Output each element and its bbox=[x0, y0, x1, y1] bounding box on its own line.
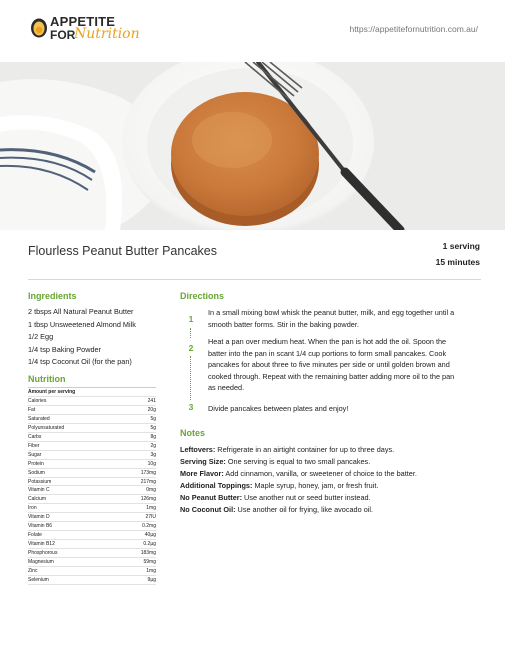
time-label: 15 minutes bbox=[435, 257, 480, 267]
nutrient-name: Polyunsaturated bbox=[28, 424, 65, 431]
nutrient-value: 126mg bbox=[140, 496, 156, 503]
nutrition-row bbox=[28, 451, 156, 460]
nutrient-value: 1mg bbox=[146, 505, 156, 512]
nutrient-name: Folate bbox=[28, 532, 42, 539]
note-label: Additional Toppings: bbox=[180, 481, 253, 491]
nutrition-row bbox=[28, 433, 156, 442]
note-label: Leftovers: bbox=[180, 445, 216, 454]
ingredient-item: 1/4 tsp Coconut Oil (for the pan) bbox=[28, 357, 132, 367]
nutrient-value: 217mg bbox=[140, 478, 156, 485]
nutrient-name: Vitamin D bbox=[28, 514, 50, 521]
nutrient-name: Zinc bbox=[28, 568, 38, 575]
nutrient-name: Vitamin B6 bbox=[28, 523, 53, 530]
nutrient-name: Saturated bbox=[28, 415, 50, 422]
nutrition-row bbox=[28, 486, 156, 495]
nutrient-value: 183mg bbox=[140, 550, 156, 557]
ingredient-item: 2 tbsps All Natural Peanut Butter bbox=[28, 307, 134, 316]
step-number: 2 bbox=[188, 343, 194, 353]
nutrient-value: 10g bbox=[147, 460, 156, 467]
nutrition-row bbox=[28, 558, 156, 567]
recipe-title: Flourless Peanut Butter Pancakes bbox=[28, 244, 217, 258]
nutrient-name: Vitamin C bbox=[28, 487, 50, 494]
notes-heading: Notes bbox=[180, 428, 206, 438]
nutrient-name: Phosphorous bbox=[28, 550, 58, 557]
step-text: Heat a pan over medium heat. When the pan is hot add the oil. Spoon the batter into the pan in scant 1/4 cup portions to form small pancakes. Cook pancakes for about three to five minutes per side or until golden brown and cooked through. Repeat with the remaining batter adding more oil to the pan as needed. bbox=[208, 337, 455, 393]
nutrition-row bbox=[28, 495, 156, 504]
note-item bbox=[180, 504, 480, 516]
nutrient-name: Selenium bbox=[28, 577, 49, 584]
nutrient-value: 5g bbox=[150, 415, 156, 422]
note-text: Add cinnamon, vanilla, or sweetener of choice to the batter. bbox=[223, 469, 417, 479]
nutrient-value: 173mg bbox=[140, 469, 156, 476]
nutrition-row bbox=[28, 460, 156, 469]
logo-text-for: FOR bbox=[50, 28, 76, 42]
nutrition-row bbox=[28, 424, 156, 433]
step-connector bbox=[190, 356, 192, 400]
nutrition-row bbox=[28, 540, 156, 549]
nutrient-name: Sodium bbox=[28, 469, 45, 476]
recipe-hero-image bbox=[0, 62, 505, 230]
note-label: More Flavor: bbox=[180, 469, 224, 479]
note-label: Serving Size: bbox=[180, 457, 226, 467]
note-item bbox=[180, 480, 480, 492]
nutrient-name: Sugar bbox=[28, 451, 42, 458]
ingredients-list bbox=[28, 306, 136, 369]
nutrient-name: Carbs bbox=[28, 433, 42, 440]
note-text: Refrigerate in an airtight container for up to three days. bbox=[215, 445, 395, 454]
nutrient-value: 40µg bbox=[144, 532, 156, 539]
nutrient-name: Calcium bbox=[28, 496, 47, 503]
ingredients-heading: Ingredients bbox=[28, 291, 77, 301]
notes-list bbox=[180, 444, 480, 517]
ingredient-item: 1/2 Egg bbox=[28, 332, 54, 342]
nutrient-value: 3g bbox=[150, 451, 156, 458]
nutrition-row bbox=[28, 406, 156, 415]
nutrition-row bbox=[28, 469, 156, 478]
nutrient-value: 1mg bbox=[146, 568, 156, 575]
nutrient-value: 241 bbox=[147, 397, 156, 404]
step-number: 3 bbox=[188, 402, 194, 412]
note-item bbox=[180, 444, 480, 456]
nutrition-row bbox=[28, 522, 156, 531]
step-text: Divide pancakes between plates and enjoy! bbox=[208, 404, 349, 413]
step-text: In a small mixing bowl whisk the peanut butter, milk, and egg together until a smooth batter forms. Stir in the baking powder. bbox=[208, 308, 455, 329]
nutrient-value: 0.2mg bbox=[142, 523, 156, 530]
nutrient-name: Potassium bbox=[28, 478, 52, 485]
logo-text-top: APPETITE bbox=[50, 14, 116, 29]
nutrient-value: 5g bbox=[150, 424, 156, 431]
step-connector bbox=[190, 328, 192, 338]
nutrient-name: Vitamin B12 bbox=[28, 541, 55, 548]
nutrient-value: 9µg bbox=[147, 577, 156, 584]
brand-logo[interactable] bbox=[30, 13, 140, 43]
nutrition-row bbox=[28, 531, 156, 540]
nutrition-row bbox=[28, 397, 156, 406]
nutrition-table bbox=[28, 387, 156, 585]
avocado-logo-icon bbox=[30, 16, 48, 38]
nutrition-header-label: Amount per serving bbox=[28, 389, 76, 395]
note-item bbox=[180, 468, 480, 480]
nutrition-row bbox=[28, 513, 156, 522]
nutrient-value: 0.2µg bbox=[143, 541, 156, 548]
nutrition-row bbox=[28, 478, 156, 487]
step-number: 1 bbox=[188, 314, 194, 324]
nutrient-value: 2g bbox=[150, 442, 156, 449]
nutrient-value: 8g bbox=[150, 433, 156, 440]
site-url-link[interactable]: https://appetitefornutrition.com.au/ bbox=[349, 24, 478, 34]
pancake-photo bbox=[0, 62, 505, 230]
nutrition-row bbox=[28, 415, 156, 424]
logo-text-nutrition: Nutrition bbox=[74, 26, 140, 42]
nutrient-name: Fiber bbox=[28, 442, 40, 449]
note-text: Use another nut or seed butter instead. bbox=[242, 493, 371, 503]
nutrition-heading: Nutrition bbox=[28, 374, 66, 384]
nutrition-row bbox=[28, 576, 156, 585]
nutrient-name: Fat bbox=[28, 406, 36, 413]
nutrient-value: 27IU bbox=[145, 514, 156, 521]
note-label: No Peanut Butter: bbox=[180, 493, 243, 503]
directions-heading: Directions bbox=[180, 291, 225, 301]
nutrient-name: Iron bbox=[28, 505, 37, 512]
nutrition-row bbox=[28, 442, 156, 451]
nutrition-row bbox=[28, 504, 156, 513]
nutrition-header-row bbox=[28, 388, 156, 397]
note-label: No Coconut Oil: bbox=[180, 505, 236, 515]
nutrition-row bbox=[28, 549, 156, 558]
nutrition-row bbox=[28, 567, 156, 576]
nutrient-value: 0mg bbox=[146, 487, 156, 494]
ingredient-item: 1 tbsp Unsweetened Almond Milk bbox=[28, 319, 136, 329]
nutrient-name: Calories bbox=[28, 397, 47, 404]
note-item bbox=[180, 492, 480, 504]
nutrient-name: Protein bbox=[28, 460, 44, 467]
nutrient-name: Magnesium bbox=[28, 559, 54, 566]
servings-label: 1 serving bbox=[442, 241, 480, 251]
note-text: Maple syrup, honey, jam, or fresh fruit. bbox=[252, 481, 379, 491]
nutrient-value: 20g bbox=[147, 406, 156, 413]
note-item bbox=[180, 456, 480, 468]
note-text: Use another oil for frying, like avocado oil. bbox=[235, 505, 374, 515]
note-text: One serving is equal to two small pancakes. bbox=[225, 457, 371, 467]
ingredient-item: 1/4 tsp Baking Powder bbox=[28, 344, 102, 354]
nutrient-value: 59mg bbox=[143, 559, 156, 566]
title-divider bbox=[28, 279, 481, 280]
recipe-meta bbox=[436, 238, 480, 270]
page-header bbox=[0, 0, 505, 62]
